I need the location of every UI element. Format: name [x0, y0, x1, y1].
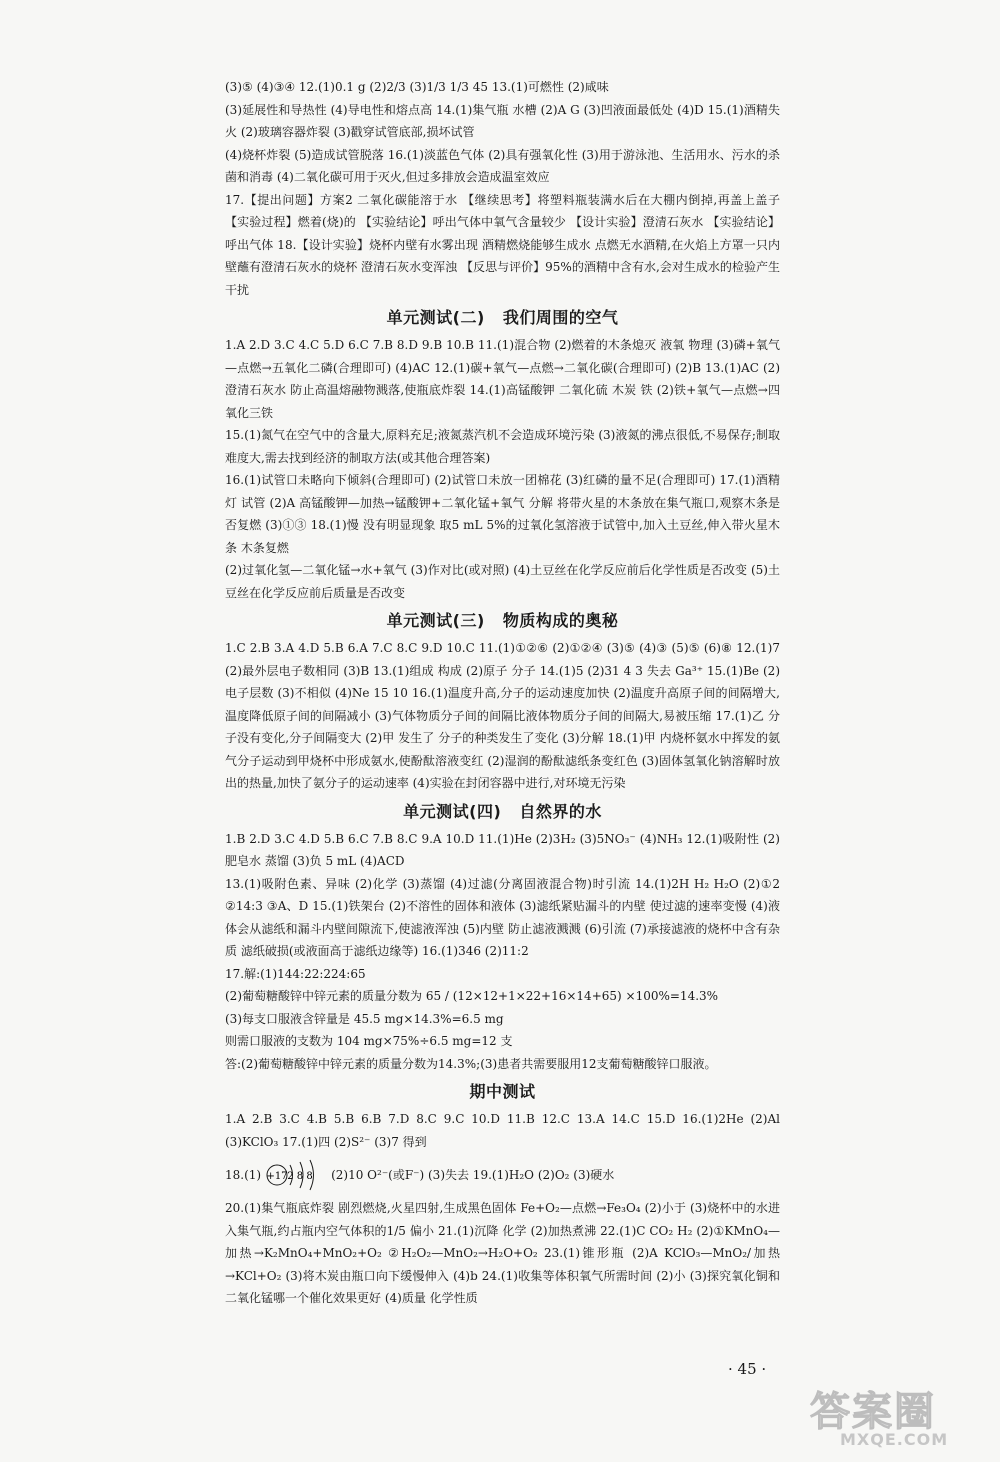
- answer-line: 1.B 2.D 3.C 4.D 5.B 6.C 7.B 8.C 9.A 10.D 11.(1)He (2)3H₂ (3)5NO₃⁻ (4)NH₃ 12.(1)吸附性 (2)肥皂水 蒸馏 (3)负 5 mL (4)ACD: [225, 831, 780, 868]
- answer-line: (2)葡萄糖酸锌中锌元素的质量分数为 65 / (12×12+1×22+16×14+65) ×100%=14.3%: [225, 989, 719, 1003]
- answer-line: 16.(1)试管口未略向下倾斜(合理即可) (2)试管口未放一团棉花 (3)红磷的量不足(合理即可) 17.(1)酒精灯 试管 (2)A 高锰酸钾—加热→锰酸钾+二氧化锰+氧气 分解 将带火星的木条放在集气瓶口,观察木条是否复燃 (3)①③ 18.(1)慢 没有明显现象 取5 mL 5%的过氧化氢溶液于试管中,加入土豆丝,伸入带火星木条 木条复燃: [225, 473, 780, 555]
- answer-line: (2)过氧化氢—二氧化锰→水+氧气 (3)作对比(或对照) (4)土豆丝在化学反应前后化学性质是否改变 (5)土豆丝在化学反应前后质量是否改变: [225, 563, 780, 600]
- section-title-label: 期中测试: [469, 1082, 536, 1101]
- section-title-label: 单元测试(三): [386, 611, 485, 630]
- section-title-unit3: [225, 607, 780, 635]
- section-title-label: 单元测试(二): [386, 308, 485, 327]
- section-title-label: 单元测试(四): [403, 801, 502, 821]
- answer-line: 则需口服液的支数为 104 mg×75%÷6.5 mg=12 支: [225, 1034, 513, 1048]
- answer-line: (3)⑤ (4)③④ 12.(1)0.1 g (2)2/3 (3)1/3 1/3 45 13.(1)可燃性 (2)咸味: [225, 80, 609, 94]
- atom-structure-diagram: [265, 1157, 323, 1193]
- unit4-answers: [225, 828, 780, 1076]
- atom-electron-shells: 2 8 8: [287, 1171, 313, 1182]
- section-title-topic: 我们周围的空气: [502, 308, 619, 327]
- q18-line: [225, 1153, 780, 1197]
- section-title-midterm: [225, 1078, 780, 1106]
- answer-line: 1.C 2.B 3.A 4.D 5.B 6.A 7.C 8.C 9.D 10.C 11.(1)①②⑥ (2)①②④ (3)⑤ (4)③ (5)⑤ (6)⑧ 12.(1)7 (2)最外层电子数相同 (3)B 13.(1)组成 构成 (2)原子 分子 14.(1)5 (2)31 4 3 失去 Ga³⁺ 15.(1)Be (2)电子层数 (3)不相似 (4)Ne 15 10 16.(1)温度升高,分子的运动速度加快 (2)温度升高原子间的间隔增大,温度降低原子间的间隔减小 (3)气体物质分子间的间隔比液体物质分子间的间隔大,易被压缩 17.(1)乙 分子没有变化,分子间隔变大 (2)甲 发生了 分子的种类发生了变化 (3)分解 18.(1)甲 内烧杯氨水中挥发的氨气分子运动到甲烧杯中形成氨水,使酚酞溶液变红 (2)湿润的酚酞滤纸条变红色 (3)固体氢氧化钠溶解时放出的热量,加快了氨分子的运动速率 (4)实验在封闭容器中进行,对环境无污染: [225, 641, 780, 790]
- unit3-answers: [225, 637, 780, 795]
- midterm-answers: [225, 1108, 780, 1310]
- page-number: · 45 ·: [728, 1360, 767, 1378]
- answer-line: (3)延展性和导热性 (4)导电性和熔点高 14.(1)集气瓶 水槽 (2)A G (3)凹液面最低处 (4)D 15.(1)酒精失火 (2)玻璃容器炸裂 (3)戳穿试管底部,损坏试管: [225, 102, 780, 139]
- section-title-unit4: [225, 798, 780, 826]
- q18-answer: (2)10 O²⁻(或F⁻) (3)失去 19.(1)H₂O (2)O₂ (3)硬水: [331, 1167, 615, 1182]
- watermark-url: MXQE.COM: [840, 1430, 949, 1449]
- unit1-answers-continued: [225, 76, 780, 301]
- answer-line: 15.(1)氮气在空气中的含量大,原料充足;液氮蒸汽机不会造成环境污染 (3)液氮的沸点很低,不易保存;制取难度大,需去找到经济的制取方法(或其他合理答案): [225, 428, 780, 465]
- answer-line: 1.A 2.D 3.C 4.C 5.D 6.C 7.B 8.D 9.B 10.B 11.(1)混合物 (2)燃着的木条熄灭 液氧 物理 (3)磷+氧气—点燃→五氧化二磷(合理即可) (4)AC 12.(1)碳+氧气—点燃→二氧化碳(合理即可) (2)B 13.(1)AC (2)澄清石灰水 防止高温熔融物溅落,使瓶底炸裂 14.(1)高锰酸钾 二氧化硫 木炭 铁 (2)铁+氧气—点燃→四氧化三铁: [225, 338, 780, 420]
- q18-label: 18.(1): [225, 1167, 262, 1182]
- answer-line: (3)每支口服液含锌量是 45.5 mg×14.3%=6.5 mg: [225, 1011, 504, 1026]
- answer-line: 1.A 2.B 3.C 4.B 5.B 6.B 7.D 8.C 9.C 10.D 11.B 12.C 13.A 14.C 15.D 16.(1)2He (2)Al (3)KClO₃ 17.(1)四 (2)S²⁻ (3)7 得到: [225, 1112, 780, 1149]
- answer-line: (4)烧杯炸裂 (5)造成试管脱落 16.(1)淡蓝色气体 (2)具有强氧化性 (3)用于游泳池、生活用水、污水的杀菌和消毒 (4)二氧化碳可用于灭火,但过多排放会造成温室效应: [225, 147, 780, 184]
- section-title-topic: 自然界的水: [519, 801, 602, 821]
- answer-line: 答:(2)葡萄糖酸锌中锌元素的质量分数为14.3%;(3)患者共需要服用12支葡萄糖酸锌口服液。: [225, 1056, 717, 1071]
- unit2-answers: [225, 334, 780, 604]
- answer-line: 13.(1)吸附色素、异味 (2)化学 (3)蒸馏 (4)过滤(分离固液混合物)时引流 14.(1)2H H₂ H₂O (2)①2 ②14:3 ③A、D 15.(1)铁架台 (2)不溶性的固体和液体 (3)滤纸紧贴漏斗的内壁 使过滤的速率变慢 (4)液体会从滤纸和漏斗内壁间隙流下,使滤液浑浊 (5)内壁 防止滤液溅溅 (6)引流 (7)承接滤液的烧杯中含有杂质 滤纸破损(或液面高于滤纸边缘等) 16.(1)346 (2)11:2: [225, 876, 780, 958]
- answer-line: 17.【提出问题】方案2 二氧化碳能溶于水 【继续思考】将塑料瓶装满水后在大棚内倒掉,再盖上盖子 【实验过程】燃着(烧)的 【实验结论】呼出气体中氧气含量较少 【设计实验】澄清石灰水 【实验结论】呼出气体 18.【设计实验】烧杯内壁有水雾出现 酒精燃烧能够生成水 点燃无水酒精,在火焰上方罩一只内壁蘸有澄清石灰水的烧杯 澄清石灰水变浑浊 【反思与评价】95%的酒精中含有水,会对生成水的检验产生干扰: [225, 192, 780, 297]
- section-title-topic: 物质构成的奥秘: [502, 611, 619, 630]
- atom-nucleus-charge: +17: [266, 1171, 288, 1182]
- answer-content: [225, 76, 780, 1310]
- answer-line: 17.解:(1)144:22:224:65: [225, 966, 366, 981]
- watermark-text: 答案圈: [810, 1389, 936, 1435]
- site-watermark: [806, 1380, 976, 1454]
- answer-line: 20.(1)集气瓶底炸裂 剧烈燃烧,火星四射,生成黑色固体 Fe+O₂—点燃→Fe₃O₄ (2)小于 (3)烧杯中的水进入集气瓶,约占瓶内空气体积的1/5 偏小 21.(1)沉降 化学 (2)加热煮沸 22.(1)C CO₂ H₂ (2)①KMnO₄—加热→K₂MnO₄+MnO₂+O₂ ②H₂O₂—MnO₂→H₂O+O₂ 23.(1)锥形瓶 (2)A KClO₃—MnO₂/加热→KCl+O₂ (3)将木炭由瓶口向下缓慢伸入 (4)b 24.(1)收集等体积氧气所需时间 (2)小 (3)探究氧化铜和二氧化锰哪一个催化效果更好 (4)质量 化学性质: [225, 1201, 780, 1305]
- section-title-unit2: [225, 304, 780, 332]
